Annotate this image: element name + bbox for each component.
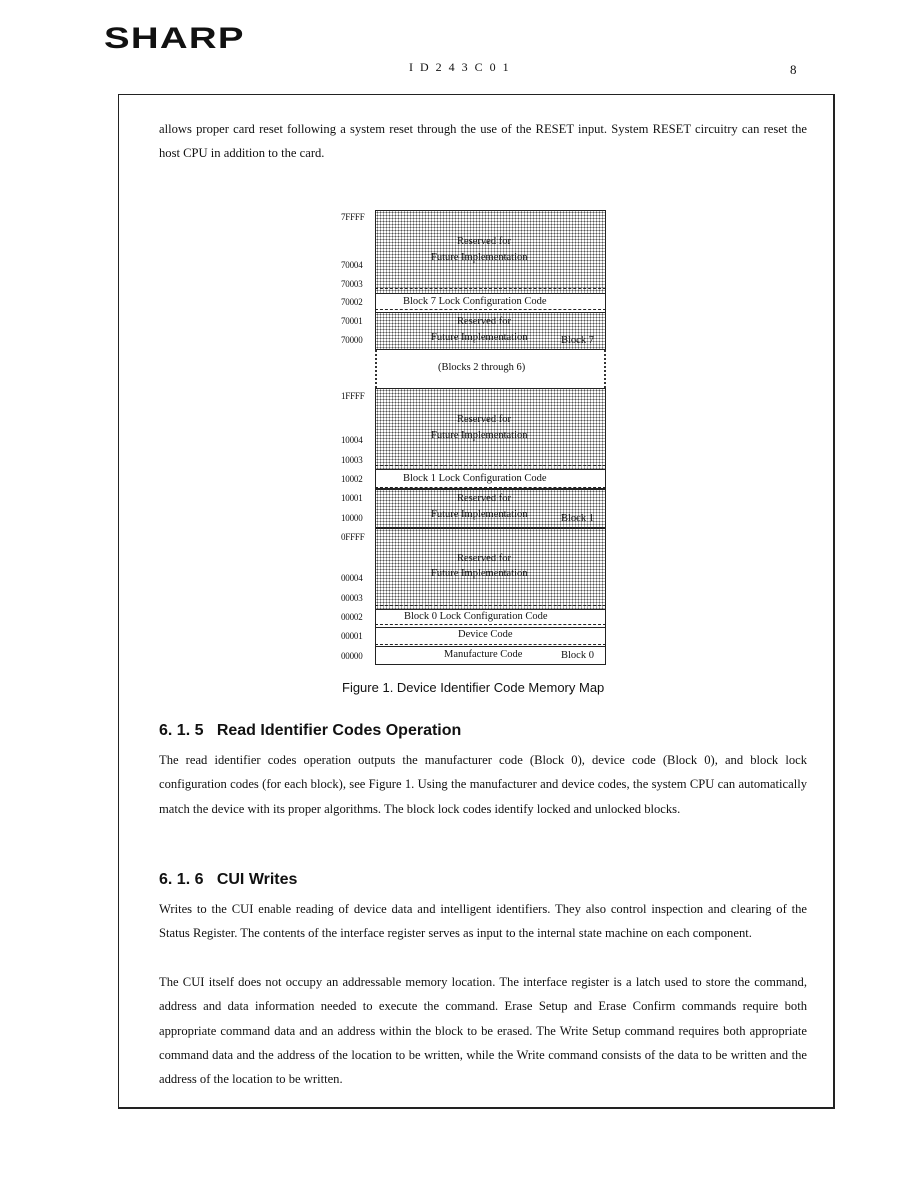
page-number: 8 [790, 62, 797, 77]
divider [375, 288, 606, 289]
address-label: 70004 [341, 260, 363, 270]
address-label: 0FFFF [341, 532, 365, 542]
address-label: 10004 [341, 435, 363, 445]
reserved-label: Future Implementation [431, 509, 528, 520]
address-label: 70000 [341, 335, 363, 345]
reserved-label: Reserved for [457, 553, 511, 564]
reserved-label: Future Implementation [431, 332, 528, 343]
reserved-label: Reserved for [457, 316, 511, 327]
intro-paragraph: allows proper card reset following a system reset through the use of the RESET input. System RESET circuitry can reset the host CPU in addition to the card. [159, 122, 807, 161]
block0-lock-label: Block 0 Lock Configuration Code [404, 611, 548, 622]
block1-label: Block 1 [561, 513, 594, 524]
address-label: 00002 [341, 612, 363, 622]
divider [375, 644, 606, 645]
address-label: 00000 [341, 651, 363, 661]
divider [375, 465, 606, 466]
reserved-label: Future Implementation [431, 568, 528, 579]
address-label: 10002 [341, 474, 363, 484]
address-label: 00003 [341, 593, 363, 603]
manufacture-code-label: Manufacture Code [444, 649, 523, 660]
address-label: 1FFFF [341, 391, 365, 401]
device-code-label: Device Code [458, 629, 513, 640]
reserved-label: Reserved for [457, 236, 511, 247]
sharp-logo: SHARP [104, 22, 245, 55]
document-id: ID243C01 [409, 60, 516, 74]
reserved-label: Future Implementation [431, 430, 528, 441]
section-6-1-6-body-1: Writes to the CUI enable reading of device data and intelligent identifiers. They also control inspection and clearing of the Status Register. The contents of the interface register serves as input to the internal state machine on each component. [159, 902, 807, 941]
address-label: 10001 [341, 493, 363, 503]
address-label: 10003 [341, 455, 363, 465]
section-6-1-6-body-2: The CUI itself does not occupy an addressable memory location. The interface register is a latch used to store the command, address and data information needed to execute the command. Erase Setup and Erase Confirm commands require both appropriate command data and an address within the block to be erased. The Write Setup command requires both appropriate command data and the address of the location to be written, while the Write command consists of the data to be written and the address of the location to be written. [159, 975, 807, 1087]
reserved-label: Reserved for [457, 414, 511, 425]
block0-label: Block 0 [561, 650, 594, 661]
block7-lock-label: Block 7 Lock Configuration Code [403, 296, 547, 307]
block7-label: Block 7 [561, 335, 594, 346]
reserved-region-block1-top [375, 388, 606, 470]
divider [375, 605, 606, 606]
address-label: 70003 [341, 279, 363, 289]
blocks-2-6-label: (Blocks 2 through 6) [438, 362, 526, 373]
section-heading-6-1-5: 6. 1. 5 Read Identifier Codes Operation [159, 722, 462, 739]
divider [375, 487, 606, 488]
section-6-1-5-body: The read identifier codes operation outputs the manufacturer code (Block 0), device code (Block 0), and block lock configuration codes (for each block), see Figure 1. Using the manufacturer and device codes, the system CPU can automatically match the device with its proper algorithms. The block lock codes identify locked and unlocked blocks. [159, 753, 807, 816]
address-label: 70001 [341, 316, 363, 326]
divider [375, 309, 606, 310]
address-label: 70002 [341, 297, 363, 307]
address-label: 10000 [341, 513, 363, 523]
block1-lock-label: Block 1 Lock Configuration Code [403, 473, 547, 484]
address-label: 00001 [341, 631, 363, 641]
reserved-label: Future Implementation [431, 252, 528, 263]
divider [375, 624, 606, 625]
reserved-label: Reserved for [457, 493, 511, 504]
address-label: 00004 [341, 573, 363, 583]
section-heading-6-1-6: 6. 1. 6 CUI Writes [159, 871, 298, 888]
address-label: 7FFFF [341, 212, 365, 222]
figure-caption: Figure 1. Device Identifier Code Memory Map [342, 680, 605, 695]
